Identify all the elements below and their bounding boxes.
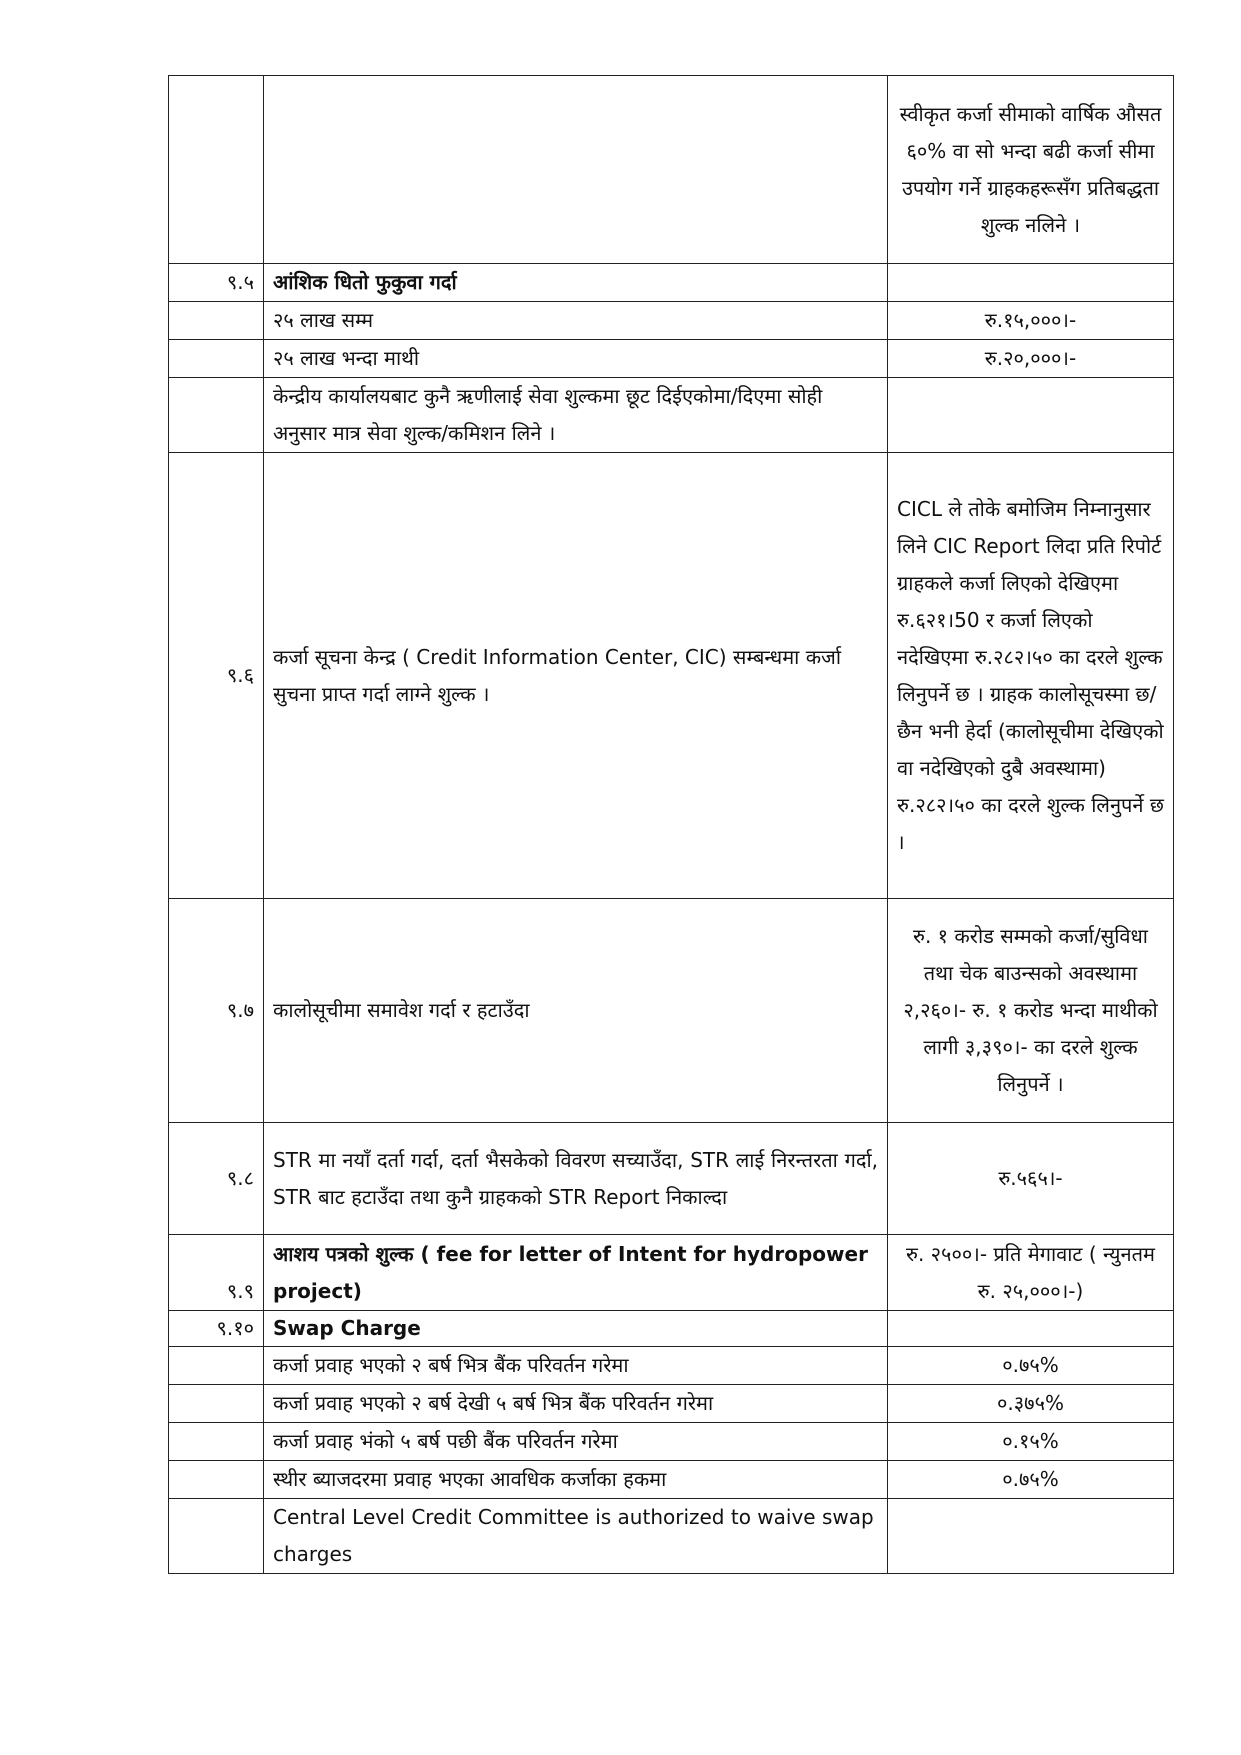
- table-row: [169, 1347, 1174, 1385]
- row-number: [169, 1423, 264, 1461]
- table-row: [169, 453, 1174, 899]
- row-description: कर्जा प्रवाह भएको २ बर्ष देखी ५ बर्ष भित्र बैंक परिवर्तन गरेमा: [264, 1385, 888, 1423]
- row-number: [169, 76, 264, 264]
- row-description: कालोसूचीमा समावेश गर्दा र हटाउँदा: [264, 899, 888, 1123]
- row-fee: ०.७५%: [888, 1461, 1174, 1499]
- row-fee: रु. १ करोड सम्मको कर्जा/सुविधा तथा चेक बाउन्सको अवस्थामा २,२६०।- रु. १ करोड भन्दा माथीको लागी ३,३९०।- का दरले शुल्क लिनुपर्ने ।: [888, 899, 1174, 1123]
- row-number: ९.५: [169, 264, 264, 302]
- row-fee: रु.२०,०००।-: [888, 340, 1174, 378]
- table-row: [169, 1235, 1174, 1311]
- fee-table: [168, 75, 1174, 1574]
- row-description: Central Level Credit Committee is authorized to waive swap charges: [264, 1499, 888, 1574]
- row-number: ९.६: [169, 453, 264, 899]
- row-description: आंशिक धितो फुकुवा गर्दा: [264, 264, 888, 302]
- row-description: STR मा नयाँ दर्ता गर्दा, दर्ता भैसकेको विवरण सच्याउँदा, STR लाई निरन्तरता गर्दा, STR बाट हटाउँदा तथा कुनै ग्राहकको STR Report निकाल्दा: [264, 1123, 888, 1235]
- table-row: [169, 76, 1174, 264]
- row-fee: ०.३७५%: [888, 1385, 1174, 1423]
- table-row: [169, 378, 1174, 453]
- table-row: [169, 1499, 1174, 1574]
- row-description: २५ लाख सम्म: [264, 302, 888, 340]
- row-description: आशय पत्रको शुल्क ( fee for letter of Intent for hydropower project): [264, 1235, 888, 1311]
- row-fee: [888, 1499, 1174, 1574]
- row-fee: ०.१५%: [888, 1423, 1174, 1461]
- row-description: कर्जा प्रवाह भंको ५ बर्ष पछी बैंक परिवर्तन गरेमा: [264, 1423, 888, 1461]
- row-fee: ०.७५%: [888, 1347, 1174, 1385]
- row-fee: CICL ले तोके बमोजिम निम्नानुसार लिने CIC Report लिदा प्रति रिपोर्ट ग्राहकले कर्जा लिएको देखिएमा रु.६२१।50 र कर्जा लिएको नदेखिएमा रु.२८२।५० का दरले शुल्क लिनुपर्ने छ । ग्राहक कालोसूचस्मा छ/छैन भनी हेर्दा (कालोसूचीमा देखिएको वा नदेखिएको दुबै अवस्थामा) रु.२८२।५० का दरले शुल्क लिनुपर्ने छ ।: [888, 453, 1174, 899]
- row-description: Swap Charge: [264, 1311, 888, 1347]
- row-number: [169, 1347, 264, 1385]
- table-row: [169, 340, 1174, 378]
- row-fee: रु. २५००।- प्रति मेगावाट ( न्युनतम रु. २५,०००।-): [888, 1235, 1174, 1311]
- row-number: ९.७: [169, 899, 264, 1123]
- row-description: कर्जा सूचना केन्द्र ( Credit Information Center, CIC) सम्बन्धमा कर्जा सुचना प्राप्त गर्दा लाग्ने शुल्क ।: [264, 453, 888, 899]
- row-fee: [888, 378, 1174, 453]
- table-row: [169, 264, 1174, 302]
- row-description: स्थीर ब्याजदरमा प्रवाह भएका आवधिक कर्जाका हकमा: [264, 1461, 888, 1499]
- row-number: ९.८: [169, 1123, 264, 1235]
- table-row: [169, 1311, 1174, 1347]
- row-number: [169, 1461, 264, 1499]
- row-number: [169, 1385, 264, 1423]
- row-number: ९.१०: [169, 1311, 264, 1347]
- row-fee: स्वीकृत कर्जा सीमाको वार्षिक औसत ६०% वा सो भन्दा बढी कर्जा सीमा उपयोग गर्ने ग्राहकहरूसँग प्रतिबद्धता शुल्क नलिने ।: [888, 76, 1174, 264]
- table-row: [169, 1461, 1174, 1499]
- row-fee: [888, 1311, 1174, 1347]
- row-number: [169, 1499, 264, 1574]
- table-row: [169, 1423, 1174, 1461]
- row-description: २५ लाख भन्दा माथी: [264, 340, 888, 378]
- row-number: [169, 302, 264, 340]
- row-fee: रु.१५,०००।-: [888, 302, 1174, 340]
- row-fee: [888, 264, 1174, 302]
- row-number: [169, 378, 264, 453]
- table-row: [169, 1123, 1174, 1235]
- row-number: [169, 340, 264, 378]
- table-row: [169, 1385, 1174, 1423]
- table-row: [169, 302, 1174, 340]
- row-fee: रु.५६५।-: [888, 1123, 1174, 1235]
- row-description: केन्द्रीय कार्यालयबाट कुनै ऋणीलाई सेवा शुल्कमा छूट दिईएकोमा/दिएमा सोही अनुसार मात्र सेवा शुल्क/कमिशन लिने ।: [264, 378, 888, 453]
- table-row: [169, 899, 1174, 1123]
- row-description: कर्जा प्रवाह भएको २ बर्ष भित्र बैंक परिवर्तन गरेमा: [264, 1347, 888, 1385]
- row-number: ९.९: [169, 1235, 264, 1311]
- row-description: [264, 76, 888, 264]
